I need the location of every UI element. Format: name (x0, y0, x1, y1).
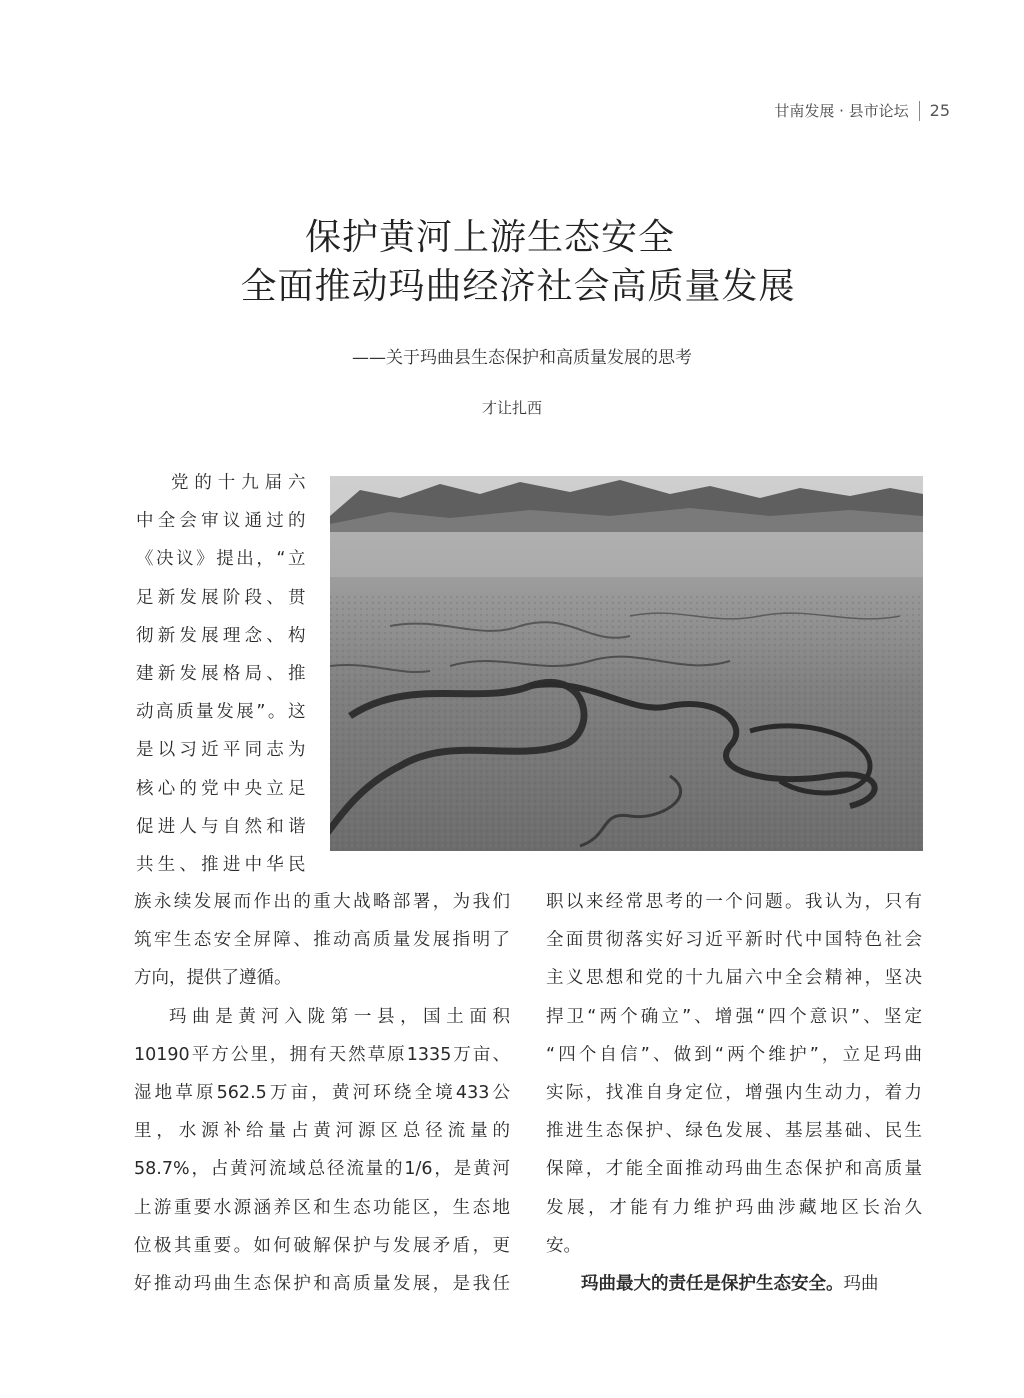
text-line: 好推动玛曲生态保护和高质量发展，是我任 (134, 1273, 510, 1294)
text-line: 族永续发展而作出的重大战略部署，为我们 (134, 892, 510, 912)
text-line: 发展，才能有力维护玛曲涉藏地区长治久 (546, 1197, 922, 1218)
text-line: 促进人与自然和谐 (136, 816, 306, 837)
text-line: 职以来经常思考的一个问题。我认为，只有 (546, 892, 922, 912)
text-line: 湿地草原562.5万亩，黄河环绕全境433公 (134, 1082, 510, 1103)
text-line: 共生、推进中华民 (136, 854, 306, 875)
text-line: 全面贯彻落实好习近平新时代中国特色社会 (546, 930, 922, 951)
text-line: 10190平方公里，拥有天然草原1335万亩、 (134, 1044, 510, 1065)
text-line: 位极其重要。如何破解保护与发展矛盾，更 (134, 1235, 510, 1256)
section-name: 甘南发展 · 县市论坛 (774, 102, 909, 120)
right-column (546, 883, 922, 1303)
text-line: 58.7%，占黄河流域总径流量的1/6，是黄河 (134, 1159, 510, 1180)
text-line: “四个自信”、做到“两个维护”，立足玛曲 (546, 1044, 922, 1065)
text-line: 玛曲是黄河入陇第一县，国土面积 (169, 1006, 510, 1027)
header-divider (919, 101, 920, 121)
photo-image (330, 476, 923, 851)
title-line-1: 保护黄河上游生态安全 (304, 217, 675, 258)
subtitle: ——关于玛曲县生态保护和高质量发展的思考 (352, 348, 692, 368)
text-line: 主义思想和党的十九届六中全会精神，坚决 (546, 968, 922, 989)
text-line: 推进生态保护、绿色发展、基层基础、民生 (546, 1121, 922, 1142)
text-line: 是以习近平同志为 (136, 740, 306, 761)
text-line: 捍卫“两个确立”、增强“四个意识”、坚定 (546, 1006, 922, 1027)
river-wetland-photo (330, 476, 923, 851)
text-line: 上游重要水源涵养区和生态功能区，生态地 (134, 1197, 510, 1218)
text-line: 足新发展阶段、贯 (136, 587, 306, 608)
text-continuation: 玛曲 (843, 1273, 879, 1294)
bold-lead: 玛曲最大的责任是保护生态安全。 (581, 1273, 844, 1294)
text-line: 安。 (546, 1235, 581, 1256)
text-line: 里，水源补给量占黄河源区总径流量的 (134, 1121, 510, 1142)
text-line: 中全会审议通过的 (136, 511, 306, 532)
page-number: 25 (929, 101, 950, 120)
text-line-emphasis (546, 1265, 922, 1303)
narrow-paragraph (136, 464, 306, 884)
text-line: 动高质量发展”。这 (136, 702, 306, 723)
text-line: 保障，才能全面推动玛曲生态保护和高质量 (546, 1159, 922, 1180)
text-line: 核心的党中央立足 (136, 778, 306, 799)
left-column (134, 883, 510, 1303)
text-line: 《决议》提出，“立 (136, 549, 306, 570)
page-header (774, 100, 950, 121)
title-line-2: 全面推动玛曲经济社会高质量发展 (240, 266, 796, 307)
text-line: 方向，提供了遵循。 (134, 968, 292, 989)
text-line: 党的十九届六 (171, 473, 306, 493)
text-line: 筑牢生态安全屏障、推动高质量发展指明了 (134, 930, 510, 951)
author: 才让扎西 (481, 399, 542, 417)
text-line: 彻新发展理念、构 (136, 625, 306, 646)
text-line: 建新发展格局、推 (136, 663, 306, 684)
text-line: 实际，找准自身定位，增强内生动力，着力 (546, 1082, 922, 1103)
